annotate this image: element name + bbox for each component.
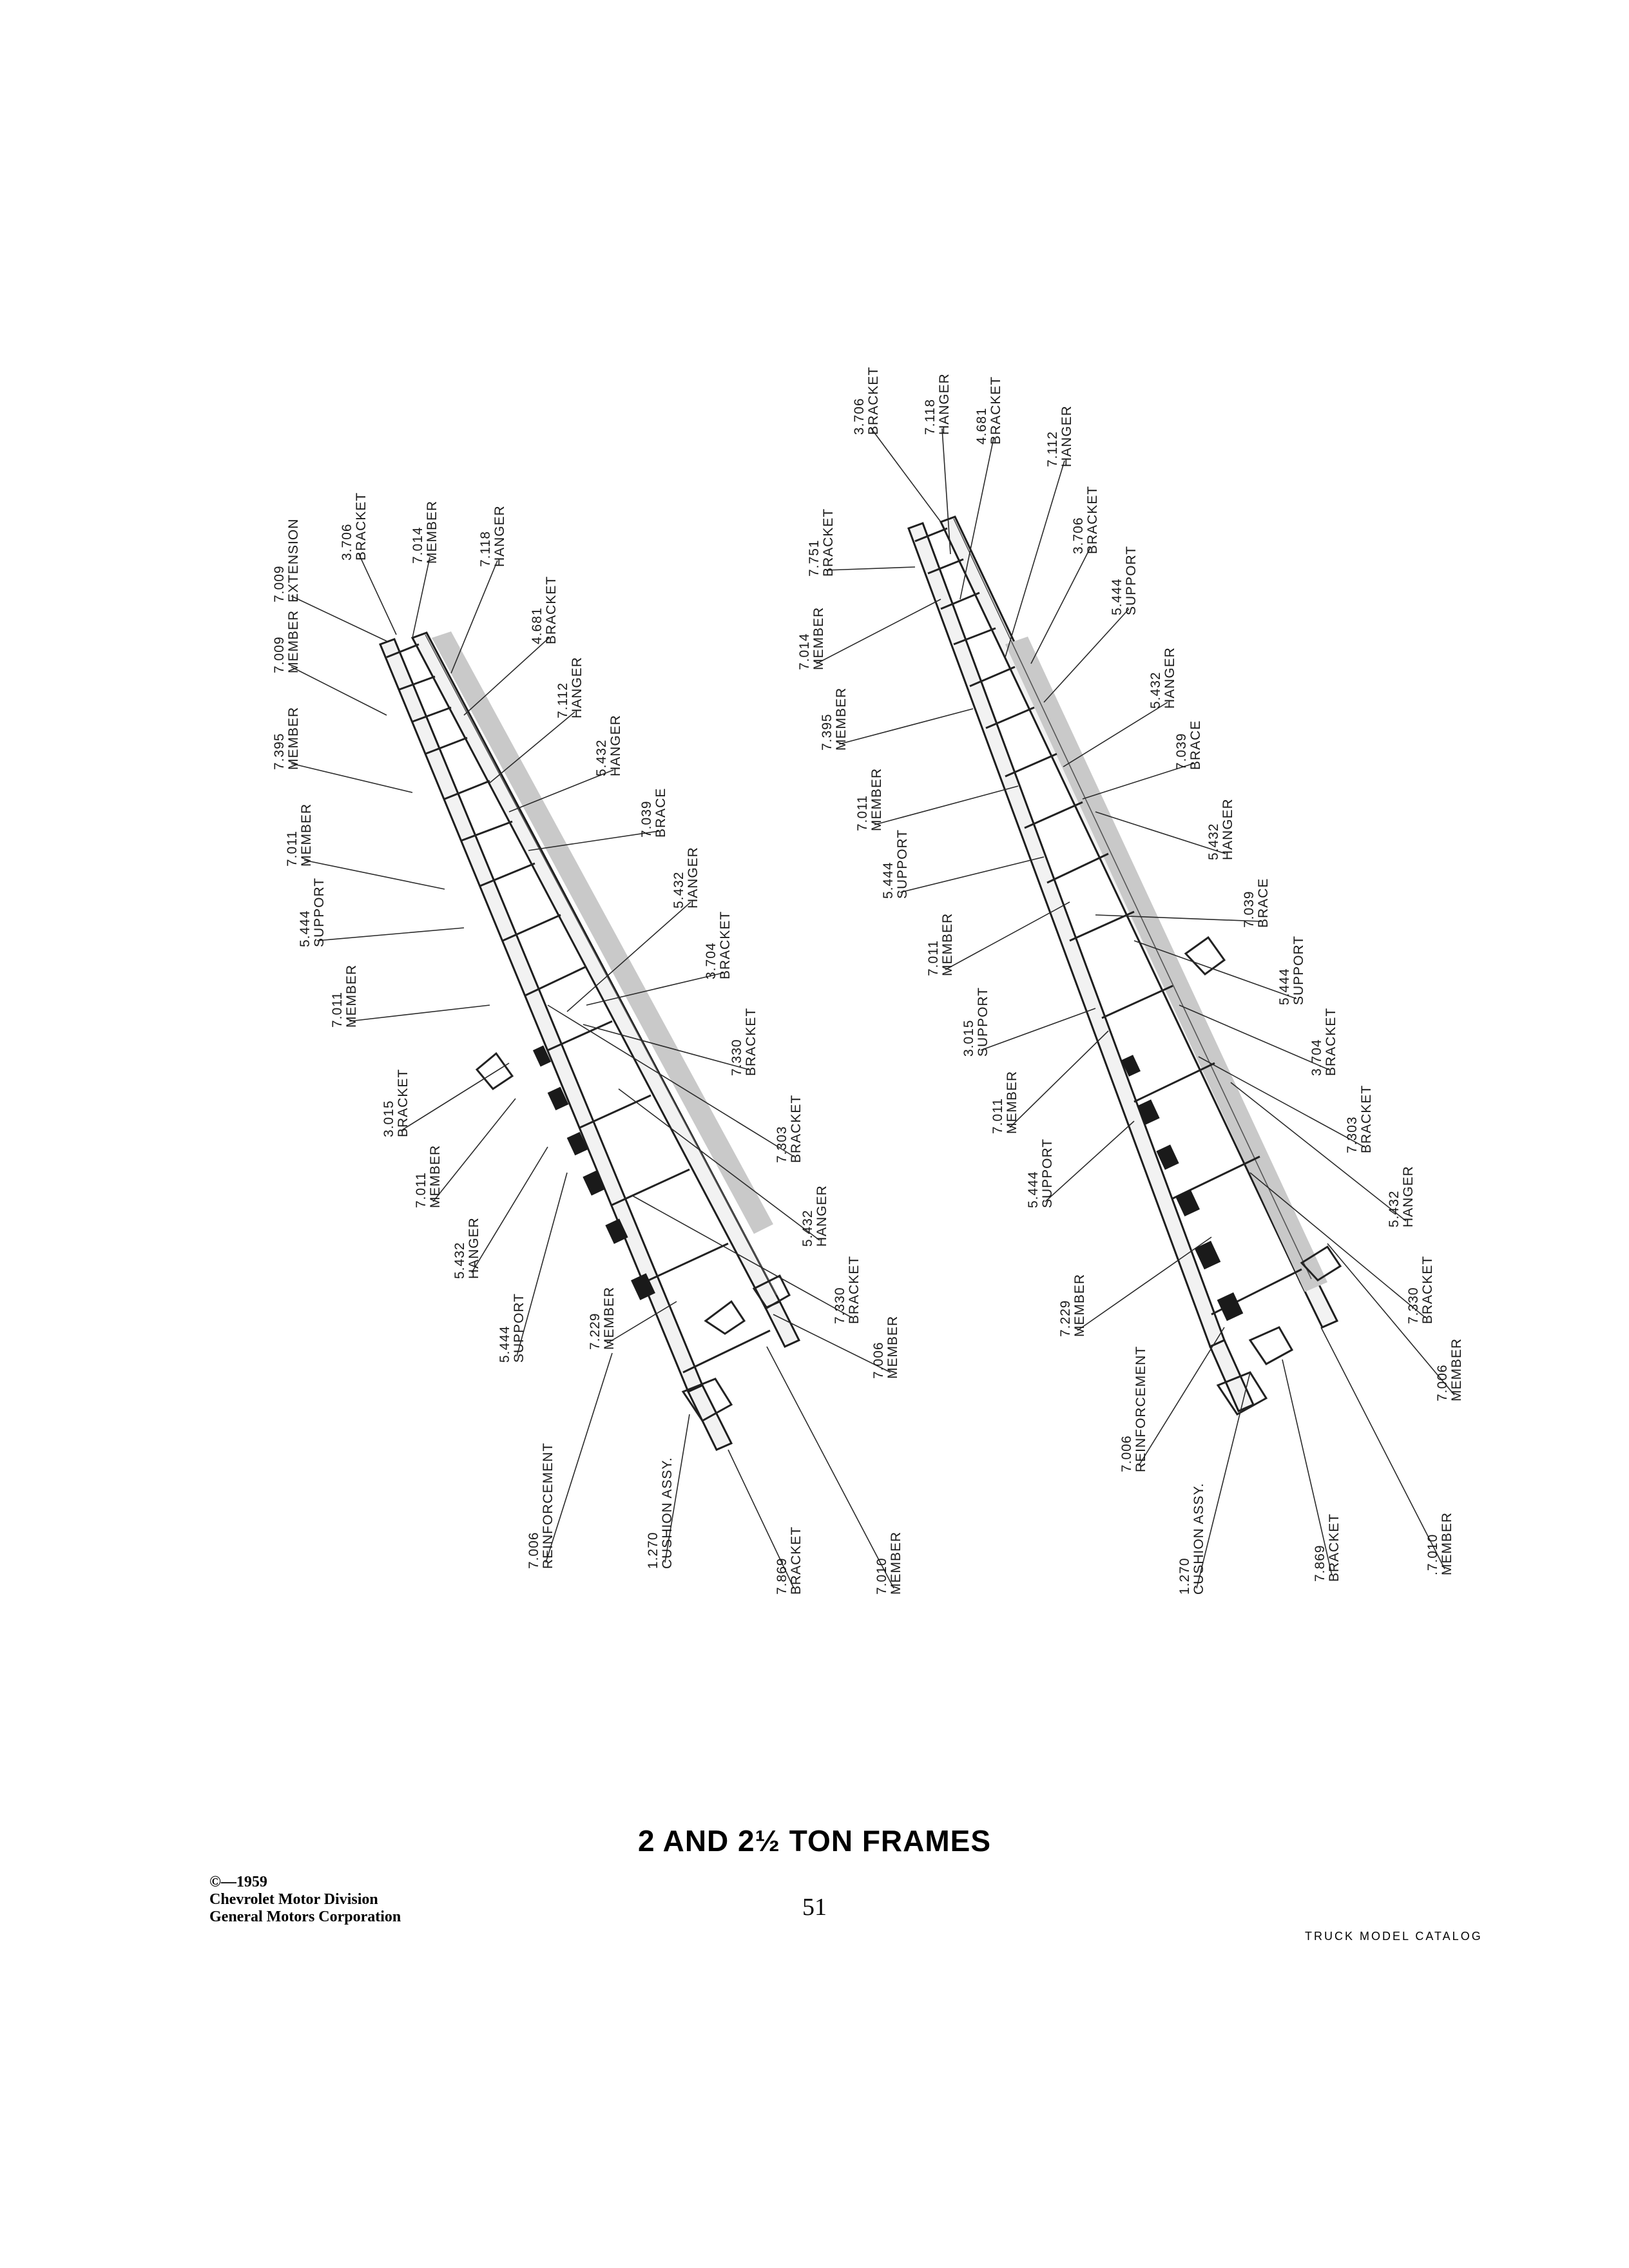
- right-leader-line: [826, 567, 915, 570]
- part-number: 5.444: [497, 1325, 512, 1363]
- part-number: 7.009: [272, 565, 287, 602]
- part-number: 3.704: [1309, 1039, 1324, 1076]
- part-name: MEMBER: [811, 606, 826, 670]
- part-name: MEMBER: [1440, 1512, 1454, 1575]
- right-callout: [1425, 1512, 1454, 1575]
- part-number: 5.444: [298, 910, 313, 947]
- part-number: 7.011: [990, 1098, 1005, 1134]
- left-leader-line: [546, 1353, 612, 1562]
- part-name: HANGER: [1059, 405, 1074, 467]
- part-name: MEMBER: [286, 706, 301, 770]
- part-name: MEMBER: [299, 803, 314, 867]
- part-name: BRACE: [1188, 720, 1203, 770]
- part-number: 7.011: [285, 831, 300, 867]
- left-callout: [272, 519, 301, 602]
- right-callout: [797, 607, 826, 670]
- part-name: SUPPORT: [512, 1293, 526, 1363]
- part-number: 5.432: [1387, 1190, 1402, 1227]
- right-frame-drawing: [909, 517, 1340, 1414]
- right-callout: [1206, 798, 1235, 860]
- left-callout: [871, 1316, 900, 1379]
- part-number: 5.432: [452, 1242, 467, 1279]
- part-name: HANGER: [467, 1217, 481, 1279]
- part-number: 7.330: [1406, 1287, 1421, 1324]
- part-name: BRACKET: [1420, 1255, 1435, 1324]
- part-number: 7.014: [410, 526, 425, 564]
- part-name: SUPPORT: [1291, 935, 1306, 1005]
- part-name: MEMBER: [885, 1315, 900, 1379]
- part-name: CUSHION ASSY.: [660, 1457, 675, 1569]
- left-callout: [588, 1287, 617, 1350]
- part-number: 5.444: [1026, 1171, 1041, 1208]
- right-callout: [1045, 405, 1074, 467]
- part-number: 5.432: [594, 739, 609, 776]
- left-callout: [729, 1008, 758, 1076]
- right-leader-line: [1010, 1031, 1108, 1128]
- right-callout: [926, 913, 955, 976]
- left-leader-line: [433, 1099, 516, 1202]
- right-leader-line: [1063, 702, 1168, 767]
- part-name: HANGER: [608, 715, 623, 776]
- copyright-line: ©—1959: [209, 1874, 267, 1890]
- part-name: MEMBER: [286, 610, 301, 673]
- part-name: MEMBER: [1005, 1070, 1019, 1134]
- right-leader-line: [839, 709, 973, 744]
- part-number: 3.015: [961, 1019, 976, 1057]
- part-name: BRACKET: [544, 575, 559, 644]
- part-number: 7.009: [272, 636, 287, 673]
- left-callout: [478, 505, 507, 567]
- part-number: 7.229: [588, 1312, 602, 1350]
- left-callout: [381, 1069, 410, 1137]
- part-number: 5.432: [800, 1209, 815, 1247]
- left-callout: [340, 492, 369, 561]
- part-number: 7.039: [1174, 733, 1189, 770]
- page-number: 51: [802, 1894, 827, 1921]
- part-name: BRACKET: [866, 366, 881, 435]
- left-callout: [555, 657, 584, 718]
- right-callout: [1387, 1166, 1416, 1227]
- part-name: SUPPORT: [312, 877, 327, 947]
- part-name: SUPPORT: [976, 986, 990, 1057]
- left-leader-line: [291, 764, 412, 793]
- part-name: BRACKET: [821, 508, 836, 577]
- part-number: 7.869: [775, 1557, 789, 1595]
- part-name: MEMBER: [602, 1286, 617, 1350]
- right-callout: [1110, 546, 1139, 615]
- part-number: 5.432: [671, 871, 686, 908]
- left-callout: [272, 707, 301, 770]
- right-callout: [1345, 1085, 1374, 1153]
- right-callout: [1174, 720, 1203, 770]
- part-number: 3.704: [704, 942, 718, 979]
- left-callout: [704, 911, 733, 979]
- part-name: BRACE: [653, 787, 668, 838]
- copyright-line: General Motors Corporation: [209, 1908, 401, 1925]
- right-callout: [961, 987, 990, 1057]
- part-name: BRACKET: [988, 376, 1003, 445]
- part-name: MEMBER: [889, 1531, 903, 1595]
- part-number: 7.869: [1313, 1544, 1327, 1582]
- left-callout: [530, 576, 559, 644]
- part-number: 7.229: [1058, 1300, 1073, 1337]
- left-callout: [410, 501, 439, 564]
- left-leader-line: [291, 667, 387, 715]
- left-callout: [775, 1095, 804, 1163]
- part-number: 7.006: [1435, 1364, 1450, 1401]
- part-number: 4.681: [974, 407, 989, 445]
- right-callout: [1242, 878, 1271, 928]
- right-callout: [1313, 1514, 1342, 1582]
- left-leader-line: [451, 561, 497, 673]
- part-number: 7.395: [820, 713, 834, 751]
- part-number: 7.014: [797, 633, 812, 670]
- part-number: 5.444: [881, 861, 896, 899]
- part-name: CUSHION ASSY.: [1191, 1483, 1206, 1595]
- part-number: 7.006: [526, 1532, 541, 1569]
- right-leader-line: [1005, 461, 1065, 657]
- left-callout: [639, 788, 668, 838]
- part-name: HANGER: [1220, 798, 1235, 860]
- right-leader-line: [1031, 548, 1090, 664]
- left-callout: [330, 965, 359, 1028]
- left-callout: [414, 1145, 443, 1208]
- right-callout: [1435, 1338, 1464, 1401]
- left-callout: [298, 878, 327, 947]
- page-title: 2 AND 2½ TON FRAMES: [637, 1824, 992, 1858]
- left-callout: [526, 1443, 555, 1569]
- part-name: BRACKET: [1327, 1513, 1342, 1582]
- part-name: MEMBER: [428, 1144, 443, 1208]
- part-name: BRACKET: [744, 1007, 758, 1076]
- right-callout: [1026, 1139, 1055, 1208]
- right-callout: [1309, 1008, 1338, 1076]
- part-name: BRACKET: [847, 1255, 862, 1324]
- part-name: MEMBER: [940, 912, 955, 976]
- left-leader-line: [767, 1347, 894, 1588]
- left-callout: [285, 803, 314, 867]
- right-callout: [1058, 1274, 1087, 1337]
- part-number: 5.444: [1277, 968, 1292, 1005]
- right-leader-line: [981, 1008, 1095, 1050]
- part-name: MEMBER: [1449, 1338, 1464, 1401]
- right-leader-line: [1282, 1360, 1332, 1575]
- part-number: 7.010: [874, 1557, 889, 1595]
- left-callout: [646, 1457, 675, 1569]
- right-callout: [855, 768, 884, 831]
- part-name: HANGER: [815, 1185, 829, 1247]
- part-number: 7.011: [855, 795, 870, 831]
- part-name: EXTENSION: [286, 518, 301, 602]
- right-callout: [1119, 1346, 1148, 1472]
- part-number: 5.432: [1148, 671, 1163, 709]
- part-number: 1.270: [1177, 1557, 1192, 1595]
- left-leader-line: [359, 554, 396, 635]
- left-leader-line: [291, 596, 387, 641]
- left-callout: [452, 1217, 481, 1279]
- part-number: 5.432: [1206, 823, 1221, 860]
- part-name: MEMBER: [425, 500, 439, 564]
- left-leader-line: [472, 1147, 548, 1273]
- right-leader-line: [945, 902, 1070, 970]
- part-number: 7.303: [1345, 1116, 1360, 1153]
- part-name: SUPPORT: [1040, 1138, 1055, 1208]
- part-number: 3.706: [340, 523, 354, 561]
- copyright-block: [209, 1874, 401, 1926]
- part-number: 7.330: [833, 1287, 847, 1324]
- part-number: 7.006: [1119, 1435, 1134, 1472]
- part-name: HANGER: [1162, 647, 1177, 709]
- left-callout: [594, 715, 623, 776]
- part-name: MEMBER: [869, 767, 884, 831]
- part-name: REINFORCEMENT: [541, 1442, 555, 1569]
- part-number: 7.118: [478, 531, 493, 567]
- part-name: BRACKET: [1359, 1084, 1374, 1153]
- left-callout: [775, 1526, 804, 1595]
- part-number: 7.011: [330, 992, 345, 1028]
- left-leader-line: [349, 1005, 490, 1021]
- part-number: 7.039: [1242, 890, 1257, 928]
- left-leader-line: [412, 557, 430, 638]
- left-leader-lines: [291, 554, 894, 1588]
- part-name: BRACKET: [354, 492, 369, 561]
- part-number: 7.303: [775, 1126, 789, 1163]
- part-name: BRACE: [1256, 878, 1271, 928]
- right-leader-line: [1044, 609, 1129, 702]
- left-callout: [800, 1185, 829, 1247]
- part-number: 7.112: [1045, 431, 1060, 467]
- part-number: 3.706: [1071, 517, 1086, 554]
- left-leader-line: [401, 1063, 509, 1131]
- right-callout: [1071, 486, 1100, 554]
- left-callout: [497, 1293, 526, 1363]
- right-callout: [990, 1071, 1019, 1134]
- part-name: SUPPORT: [895, 829, 910, 899]
- part-number: 7.112: [555, 682, 570, 718]
- part-name: BRACKET: [1324, 1007, 1338, 1076]
- right-leader-line: [871, 428, 941, 522]
- left-callout: [272, 610, 301, 673]
- right-callout: [1177, 1483, 1206, 1595]
- part-name: BRACKET: [789, 1094, 804, 1163]
- part-name: HANGER: [570, 657, 584, 718]
- part-number: 3.015: [381, 1100, 396, 1137]
- left-callout: [671, 847, 700, 908]
- catalog-name: TRUCK MODEL CATALOG: [1305, 1930, 1483, 1943]
- part-number: 7.751: [807, 539, 822, 577]
- part-name: BRACKET: [1085, 485, 1100, 554]
- part-name: SUPPORT: [1124, 545, 1139, 615]
- left-leader-line: [317, 928, 464, 941]
- part-name: MEMBER: [1072, 1273, 1087, 1337]
- left-callout: [874, 1532, 903, 1595]
- right-callout: [1406, 1256, 1435, 1324]
- part-number: 7.011: [926, 940, 941, 976]
- part-number: 7.395: [272, 733, 287, 770]
- part-number: 4.681: [530, 607, 545, 644]
- right-callout: [1277, 936, 1306, 1005]
- part-number: 1.270: [646, 1532, 660, 1569]
- right-callout: [1148, 647, 1177, 709]
- part-number: 7.039: [639, 800, 654, 838]
- part-name: HANGER: [937, 373, 952, 435]
- part-name: MEMBER: [834, 687, 849, 751]
- part-name: REINFORCEMENT: [1133, 1345, 1148, 1472]
- right-callout: [807, 508, 836, 577]
- part-name: HANGER: [686, 847, 700, 908]
- right-callout: [974, 376, 1003, 445]
- right-callout: [881, 829, 910, 899]
- part-number: 7.011: [414, 1172, 429, 1208]
- part-name: BRACKET: [396, 1068, 410, 1137]
- part-name: BRACKET: [718, 910, 733, 979]
- right-callout: [852, 367, 881, 435]
- left-callout: [833, 1256, 862, 1324]
- part-number: 7.006: [871, 1341, 886, 1379]
- part-number: 7.118: [923, 399, 938, 435]
- part-name: HANGER: [1401, 1166, 1416, 1227]
- left-leader-line: [464, 638, 549, 715]
- part-name: BRACKET: [789, 1526, 804, 1595]
- right-leader-line: [874, 786, 1018, 825]
- right-callout: [820, 687, 849, 751]
- right-leader-line: [1139, 1327, 1224, 1466]
- right-callout: [923, 373, 952, 435]
- right-leader-line: [816, 599, 941, 664]
- part-number: 5.444: [1110, 578, 1124, 615]
- part-number: 7.330: [729, 1039, 744, 1076]
- part-number: 3.706: [852, 398, 867, 435]
- copyright-line: Chevrolet Motor Division: [209, 1891, 378, 1908]
- part-name: HANGER: [492, 505, 507, 567]
- right-leader-line: [1045, 1121, 1134, 1202]
- part-number: .7.010: [1425, 1533, 1440, 1575]
- part-name: MEMBER: [344, 964, 359, 1028]
- right-leader-line: [900, 857, 1044, 892]
